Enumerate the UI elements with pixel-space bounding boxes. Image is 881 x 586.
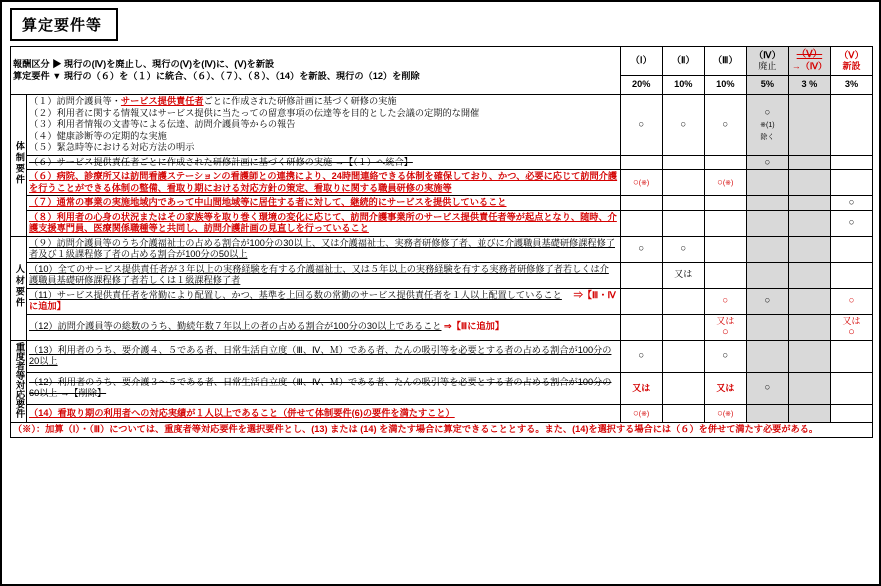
column-head-5 (788, 47, 830, 76)
mark-r1-c3: ○ (704, 95, 746, 156)
row-8-new-label: （８）利用者の心身の状況またはその家族等を取り巻く環境の変化に応じて、訪問介護事業所のサービス提供責任者等が起点となり、随時、介護支援専門員、医療関係職種等と共同し、訪問介護計画の見直しを行っていること (29, 211, 617, 233)
header-description (11, 47, 621, 95)
mark-r4-c3 (704, 196, 746, 211)
column-head-4 (746, 47, 788, 76)
mark-r12-c4 (746, 404, 788, 422)
footnote: （※）：加算（Ⅰ）・（Ⅲ）については、重度者等対応要件を選択要件とし、(13) または (14) を満たす場合に算定できることとする。また、(14)を選択する場合には（６）を併せて満たす必要がある。 (11, 423, 873, 438)
mark-r6-c4 (746, 236, 788, 262)
mark-r12-c1: ○(※) (620, 404, 662, 422)
row-1-5-text (27, 95, 621, 156)
mark-r1-c6 (830, 95, 872, 156)
mark-r1-c2: ○ (662, 95, 704, 156)
mark-r2-c3 (704, 155, 746, 170)
row-11-addendum: ⇒【Ⅲ・Ⅳに追加】 (29, 289, 617, 311)
page-title: 算定要件等 (10, 8, 118, 41)
mark-r12-c3: ○(※) (704, 404, 746, 422)
column-pct-3: 10% (704, 76, 746, 95)
mark-r2-c5 (788, 155, 830, 170)
mark-r7-c5 (788, 262, 830, 288)
mark-r1-c4: ○ ※(1) 除く (746, 95, 788, 156)
header-line-1: 報酬区分 ▶ 現行の(Ⅳ)を廃止し、現行の(Ⅴ)を(Ⅳ)に、(Ⅴ)を新設 (13, 59, 275, 69)
row-9-text (27, 236, 621, 262)
mark-r11-c1: 又は (620, 372, 662, 404)
req-line-4: （４）健康診断等の定期的な実施 (29, 130, 167, 141)
side-label-taisei-text: 体制要件 (14, 141, 25, 186)
mark-r5-c4 (746, 210, 788, 236)
column-pct-6: 3% (830, 76, 872, 95)
row-6-new-text (27, 170, 621, 196)
column-head-4-label: （Ⅳ） (753, 49, 781, 60)
row-6-new-label: （６）病院、診療所又は訪問看護ステーションの看護師との連携により、24時間連絡できる体制を確保しており、かつ、必要に応じて訪問介護を行うことができる体制の整備、看取り期における対応方針の策定、看取りに関する職員研修の実施等 (29, 171, 618, 193)
table-row (11, 372, 873, 404)
mark-r2-c6 (830, 155, 872, 170)
mark-r8-c6: ○ (830, 288, 872, 314)
mark-r12-c6 (830, 404, 872, 422)
mark-r9-c3: 又は ○ (704, 314, 746, 340)
row-10-label: （10）全てのサービス提供責任者が３年以上の実務経験を有する介護福祉士、又は５年以上の実務経験を有する実務者研修修了者若しくは介護職員基礎研修課程修了者若しくは１級課程修了者 (29, 263, 609, 285)
column-head-1 (620, 47, 662, 76)
mark-r4-c6: ○ (830, 196, 872, 211)
row-12-label: （12）訪問介護員等の総数のうち、勤続年数７年以上の者の占める割合が100分の30以上であること (29, 321, 442, 332)
row-12-deleted-label: （12）利用者のうち、要介護３～５である者、日常生活自立度（Ⅲ、Ⅳ、Ｍ）である者、たんの吸引等を必要とする者の占める割合が100分の60以上 →【削除】 (29, 376, 612, 399)
table-row (11, 340, 873, 372)
row-13-label: （13）利用者のうち、要介護４、５である者、日常生活自立度（Ⅲ、Ⅳ、Ｍ）である者、たんの吸引等を必要とする者の占める割合が100分の20以上 (29, 344, 612, 367)
mark-r9-c1 (620, 314, 662, 340)
table-row (11, 210, 873, 236)
row-11-label: （11）サービス提供責任者を常勤により配置し、かつ、基準を上回る数の常勤のサービス提供責任者を１人以上配置していること (29, 289, 562, 300)
column-pct-4: 5% (746, 76, 788, 95)
mark-r8-c1 (620, 288, 662, 314)
mark-r2-c4: ○ (746, 155, 788, 170)
column-pct-2: 10% (662, 76, 704, 95)
table-row (11, 170, 873, 196)
row-14-new-text (27, 404, 621, 422)
mark-r1-c1: ○ (620, 95, 662, 156)
mark-r8-c4: ○ (746, 288, 788, 314)
mark-r6-c6 (830, 236, 872, 262)
mark-r7-c1 (620, 262, 662, 288)
mark-r10-c6 (830, 340, 872, 372)
mark-r3-c6 (830, 170, 872, 196)
row-11-text (27, 288, 621, 314)
mark-r5-c2 (662, 210, 704, 236)
mark-r5-c3 (704, 210, 746, 236)
mark-r5-c6: ○ (830, 210, 872, 236)
column-head-5-sub: →（Ⅳ） (791, 61, 828, 72)
mark-r10-c1: ○ (620, 340, 662, 372)
mark-r6-c2: ○ (662, 236, 704, 262)
column-pct-5: 3 % (788, 76, 830, 95)
row-6-deleted-text (27, 155, 621, 170)
column-head-2 (662, 47, 704, 76)
mark-r4-c2 (662, 196, 704, 211)
column-head-2-label: （Ⅱ） (671, 55, 695, 66)
column-head-3 (704, 47, 746, 76)
table-row (11, 404, 873, 422)
mark-r8-c3: ○ (704, 288, 746, 314)
mark-r8-c2 (662, 288, 704, 314)
mark-r8-c5 (788, 288, 830, 314)
mark-r9-c2 (662, 314, 704, 340)
mark-r3-c3: ○(※) (704, 170, 746, 196)
header-line-2: 算定要件 ▼ 現行の（６）を（１）に統合、（６）、（７）、（８）、（14）を新設、現行の（12）を削除 (13, 70, 420, 81)
side-label-judo (11, 340, 27, 423)
mark-r5-c1 (620, 210, 662, 236)
mark-r10-c2 (662, 340, 704, 372)
mark-r9-c4 (746, 314, 788, 340)
row-9-label: （９）訪問介護員等のうち介護福祉士の占める割合が100分の30以上、又は介護福祉士、実務者研修修了者、並びに介護職員基礎研修課程修了者及び１級課程修了者の占める割合が100分の50以上 (29, 237, 615, 259)
table-row (11, 288, 873, 314)
mark-r11-c4: ○ (746, 372, 788, 404)
req-line-5: （５）緊急時等における対応方法の明示 (29, 142, 195, 152)
mark-r2-c2 (662, 155, 704, 170)
req-line-3: （３）利用者情報の文書等による伝達、訪問介護員等からの報告 (29, 119, 296, 129)
mark-r4-c5 (788, 196, 830, 211)
mark-r6-c3 (704, 236, 746, 262)
mark-r10-c5 (788, 340, 830, 372)
column-head-4-sub: 廃止 (758, 61, 777, 72)
mark-r9-c5 (788, 314, 830, 340)
column-pct-1: 20% (620, 76, 662, 95)
column-head-6 (830, 47, 872, 76)
table-row (11, 95, 873, 156)
row-12-deleted-text (27, 372, 621, 404)
side-label-jinzai-text: 人材要件 (14, 263, 25, 309)
mark-r7-c6 (830, 262, 872, 288)
mark-r11-c5 (788, 372, 830, 404)
mark-r4-c4 (746, 196, 788, 211)
mark-r1-c5 (788, 95, 830, 156)
req-line-1: （１）訪問介護員等・サービス提供責任者ごとに作成された研修計画に基づく研修の実施 (29, 96, 397, 106)
mark-r7-c2: 又は (662, 262, 704, 288)
side-label-jinzai (11, 236, 27, 340)
mark-r11-c6 (830, 372, 872, 404)
row-12-text (27, 314, 621, 340)
mark-r2-c1 (620, 155, 662, 170)
row-14-new-label: （14）看取り期の利用者への対応実績が１人以上であること（併せて体制要件(6)の要件を満たすこと） (29, 407, 455, 418)
row-6-deleted-label: （６）サービス提供責任者ごとに作成された研修計画に基づく研修の実施 →【（１）へ統合】 (29, 156, 413, 167)
table-row (11, 236, 873, 262)
mark-r3-c2 (662, 170, 704, 196)
mark-r11-c2 (662, 372, 704, 404)
mark-r12-c5 (788, 404, 830, 422)
mark-r3-c1: ○(※) (620, 170, 662, 196)
mark-r12-c2 (662, 404, 704, 422)
mark-r5-c5 (788, 210, 830, 236)
row-7-new-text (27, 196, 621, 211)
req-line-2: （２）利用者に関する情報又はサービス提供に当たっての留意事項の伝達等を目的とした会議の定期的な開催 (29, 107, 480, 118)
mark-r9-c6: 又は ○ (830, 314, 872, 340)
mark-r3-c4 (746, 170, 788, 196)
column-head-1-label: （Ⅰ） (630, 55, 652, 66)
table-header-row (11, 47, 873, 76)
column-head-5-label: （Ⅴ） (796, 49, 823, 61)
mark-r7-c4 (746, 262, 788, 288)
column-head-6-sub: 新設 (842, 61, 861, 72)
table-row (11, 155, 873, 170)
mark-r7-c3 (704, 262, 746, 288)
row-8-new-text (27, 210, 621, 236)
row-10-text (27, 262, 621, 288)
footnote-row (11, 423, 873, 438)
column-head-6-label: （Ⅴ） (839, 49, 864, 60)
row-12-addendum: ⇒【Ⅲに追加】 (444, 321, 505, 332)
mark-r10-c3: ○ (704, 340, 746, 372)
mark-r3-c5 (788, 170, 830, 196)
column-head-3-label: （Ⅲ） (712, 55, 738, 66)
mark-r4-c1 (620, 196, 662, 211)
row-7-new-label: （７）通常の事業の実施地域内であって中山間地域等に居住する者に対して、継続的にサービスを提供していること (29, 197, 507, 207)
mark-r6-c1: ○ (620, 236, 662, 262)
table-row (11, 196, 873, 211)
mark-r11-c3: 又は (704, 372, 746, 404)
side-label-taisei (11, 95, 27, 237)
mark-r10-c4 (746, 340, 788, 372)
mark-r6-c5 (788, 236, 830, 262)
row-13-text (27, 340, 621, 372)
table-row (11, 314, 873, 340)
table-row (11, 262, 873, 288)
side-label-judo-text: 重度者等対応要件 (13, 341, 25, 418)
requirements-table (10, 46, 873, 438)
